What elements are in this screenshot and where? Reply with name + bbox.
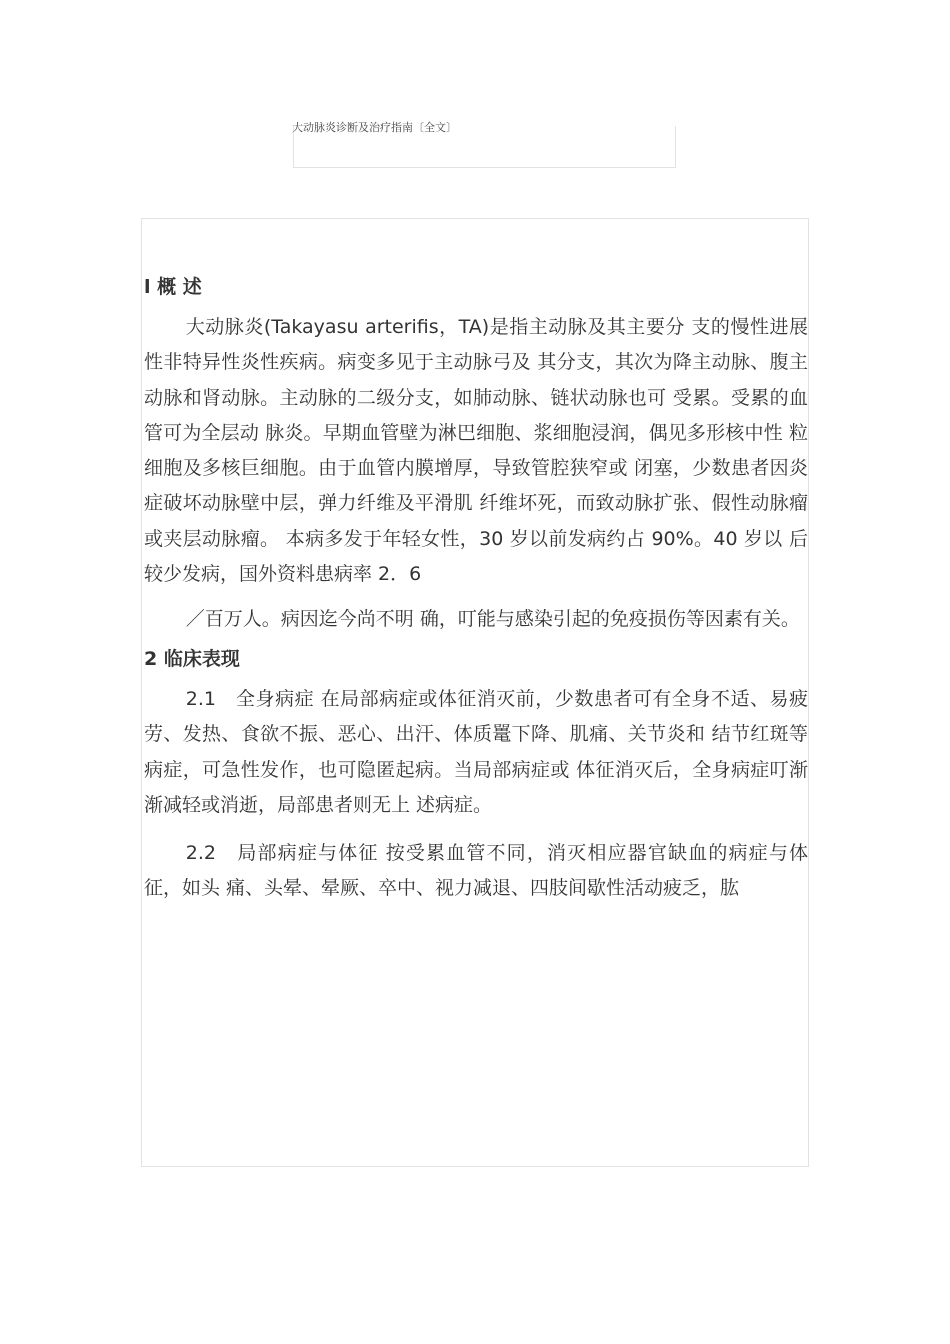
- document-body: [144, 270, 808, 907]
- section-1-paragraph-main: 大动脉炎(Takayasu arterifis，TA)是指主动脉及其主要分 支的慢性进展性非特异性炎性疾病。病变多见于主动脉弓及 其分支，其次为降主动脉、腹主动脉和肾动脉。主动脉的二级分支，如肺动脉、链状动脉也可 受累。受累的血管可为全层动 脉炎。早期血管壁为淋巴细胞、浆细胞浸润，偶见多形核中性 粒细胞及多核巨细胞。由于血管内膜增厚，导致管腔狭窄或 闭塞，少数患者因炎症破坏动脉壁中层，弹力纤维及平滑肌 纤维坏死，而致动脉扩张、假性动脉瘤或夹层动脉瘤。 本病多发于年轻女性，30 岁以前发病约占 90%。40 岁以 后较少发病，国外资料患病率 2．6: [144, 316, 808, 586]
- section-1-paragraph-tail: ／百万人。病因迄今尚不明 确，叮能与感染引起的免疫损伤等因素有关。: [185, 608, 800, 631]
- section-1-paragraph: [144, 310, 808, 638]
- section-2-1-paragraph: 2.1 全身病症 在局部病症或体征消灭前，少数患者可有全身不适、易疲 劳、发热、食欲不振、恶心、出汗、体质鼍下降、肌痛、关节炎和 结节红斑等病症，可急性发作，也可隐匿起病。当局部病症或 体征消灭后，全身病症叮渐渐减轻或消逝，局部患者则无上 述病症。: [144, 687, 808, 817]
- section-1-heading: l 概 述: [144, 276, 202, 298]
- document-title: 大动脉炎诊断及治疗指南〔全文〕: [292, 121, 457, 134]
- section-2-heading: 2 临床表现: [144, 647, 240, 670]
- section-2-2-paragraph: 2.2 局部病症与体征 按受累血管不同，消灭相应器官缺血的病症与体征，如头 痛、头晕、晕厥、卒中、视力减退、四肢间歇性活动疲乏，肱: [144, 841, 808, 900]
